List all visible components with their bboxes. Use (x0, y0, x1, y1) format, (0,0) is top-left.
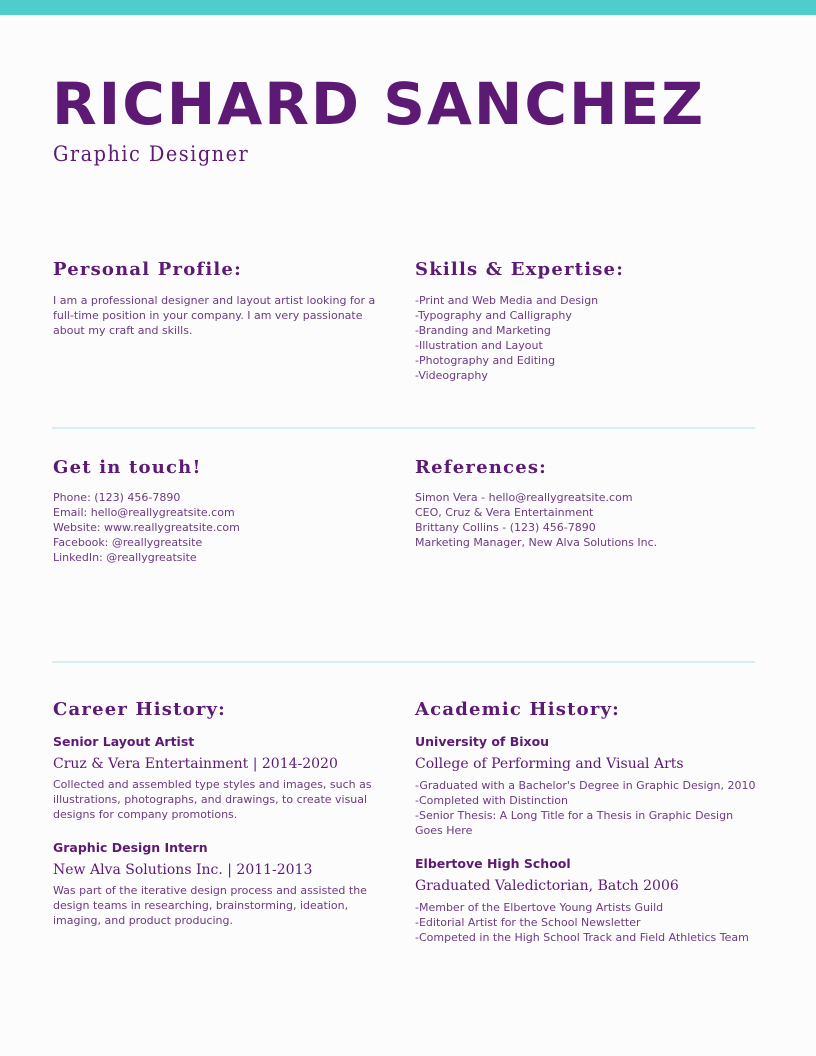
reference-line: Simon Vera - hello@reallygreatsite.com (415, 491, 633, 504)
academic-detail: -Competed in the High School Track and Field Athletics Team (415, 931, 749, 944)
academic-detail: -Graduated with a Bachelor's Degree in Graphic Design, 2010 (415, 779, 756, 792)
career-entry-title: Senior Layout Artist (53, 734, 195, 749)
career-entry (53, 733, 398, 822)
academic-detail: -Senior Thesis: A Long Title for a Thesis in Graphic Design Goes Here (415, 809, 734, 837)
academic-history-heading: Academic History: (415, 699, 621, 720)
personal-profile-section (53, 258, 398, 338)
academic-detail: -Editorial Artist for the School Newsletter (415, 916, 641, 929)
references-heading: References: (415, 457, 548, 478)
skills-section (415, 258, 760, 383)
personal-profile-text: I am a professional designer and layout artist looking for a full-time position in your company. I am very passionate about my craft and skills. (53, 294, 376, 337)
skills-heading: Skills & Expertise: (415, 259, 625, 280)
skill-item: -Photography and Editing (415, 354, 556, 367)
academic-detail: -Member of the Elbertove Young Artists Guild (415, 901, 664, 914)
academic-entry (415, 855, 775, 945)
section-divider (52, 427, 755, 429)
contact-section (53, 456, 398, 565)
reference-line: CEO, Cruz & Vera Entertainment (415, 506, 594, 519)
contact-phone: Phone: (123) 456-7890 (53, 491, 181, 504)
academic-entry-details (415, 900, 775, 945)
reference-line: Brittany Collins - (123) 456-7890 (415, 521, 596, 534)
skill-item: -Illustration and Layout (415, 339, 543, 352)
section-divider (52, 661, 755, 663)
skills-list (415, 293, 760, 383)
personal-profile-heading: Personal Profile: (53, 259, 242, 280)
academic-detail: -Completed with Distinction (415, 794, 569, 807)
career-entry-company: Cruz & Vera Entertainment | 2014-2020 (53, 756, 338, 772)
skill-item: -Videography (415, 369, 488, 382)
skill-item: -Print and Web Media and Design (415, 294, 599, 307)
academic-entry-school: Elbertove High School (415, 856, 571, 871)
contact-email: Email: hello@reallygreatsite.com (53, 506, 235, 519)
academic-entry (415, 733, 775, 838)
contact-heading: Get in touch! (53, 457, 202, 478)
career-history-section (53, 698, 398, 928)
contact-list (53, 490, 398, 565)
career-entry (53, 839, 398, 928)
academic-history-section (415, 698, 775, 945)
career-entry-description: Was part of the iterative design process and assisted the design teams in researching, brainstorming, ideation, imaging, and product producing. (53, 884, 367, 927)
career-entry-company: New Alva Solutions Inc. | 2011-2013 (53, 862, 313, 878)
academic-entry-school: University of Bixou (415, 734, 550, 749)
contact-facebook: Facebook: @reallygreatsite (53, 536, 203, 549)
academic-entry-details (415, 778, 775, 838)
academic-entry-program: Graduated Valedictorian, Batch 2006 (415, 878, 679, 894)
references-section (415, 456, 760, 550)
career-history-heading: Career History: (53, 699, 227, 720)
career-entry-title: Graphic Design Intern (53, 840, 208, 855)
candidate-name: RICHARD SANCHEZ (52, 70, 706, 138)
contact-website: Website: www.reallygreatsite.com (53, 521, 240, 534)
academic-entry-program: College of Performing and Visual Arts (415, 756, 684, 772)
job-title: Graphic Designer (53, 142, 250, 166)
skill-item: -Branding and Marketing (415, 324, 551, 337)
reference-line: Marketing Manager, New Alva Solutions Inc. (415, 536, 658, 549)
contact-linkedin: LinkedIn: @reallygreatsite (53, 551, 197, 564)
accent-top-bar (0, 0, 816, 15)
references-list (415, 490, 760, 550)
skill-item: -Typography and Calligraphy (415, 309, 572, 322)
career-entry-description: Collected and assembled type styles and images, such as illustrations, photographs, and drawings, to create visual designs for company promotions. (53, 778, 372, 821)
